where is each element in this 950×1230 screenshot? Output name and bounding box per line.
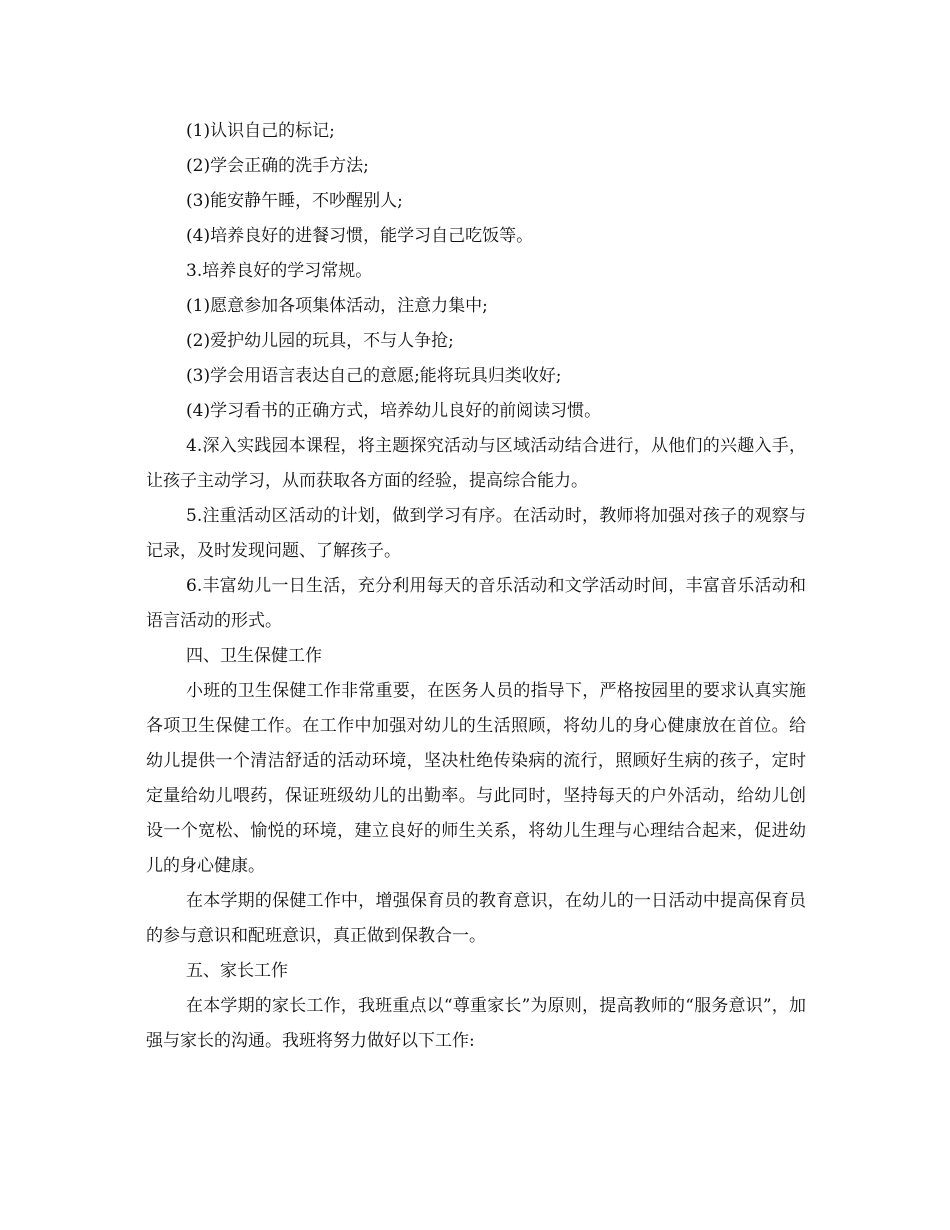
section-heading: 3.培养良好的学习常规。 — [186, 261, 373, 281]
paragraph: 5.注重活动区活动的计划，做到学习有序。在活动时，教师将加强对孩子的观察与记录，及时发现问题、了解孩子。 — [146, 506, 806, 561]
paragraph: 4.深入实践园本课程，将主题探究活动与区域活动结合进行，从他们的兴趣入手，让孩子主动学习，从而获取各方面的经验，提高综合能力。 — [146, 436, 806, 491]
list-item: (2)爱护幼儿园的玩具，不与人争抢; — [186, 331, 454, 351]
list-item: (2)学会正确的洗手方法; — [186, 156, 369, 176]
list-item: (4)培养良好的进餐习惯，能学习自己吃饭等。 — [186, 226, 534, 246]
paragraph: 在本学期的家长工作，我班重点以“尊重家长”为原则，提高教师的“服务意识”，加强与家长的沟通。我班将努力做好以下工作: — [146, 996, 806, 1051]
paragraph: 小班的卫生保健工作非常重要，在医务人员的指导下，严格按园里的要求认真实施各项卫生保健工作。在工作中加强对幼儿的生活照顾，将幼儿的身心健康放在首位。给幼儿提供一个清洁舒适的活动环境，坚决杜绝传染病的流行，照顾好生病的孩子，定时定量给幼儿喂药，保证班级幼儿的出勤率。与此同时，坚持每天的户外活动，给幼儿创设一个宽松、愉悦的环境，建立良好的师生关系，将幼儿生理与心理结合起来，促进幼儿的身心健康。 — [146, 681, 806, 876]
list-item: (1)愿意参加各项集体活动，注意力集中; — [186, 296, 488, 316]
list-item: (4)学习看书的正确方式，培养幼儿良好的前阅读习惯。 — [186, 401, 602, 421]
paragraph: 在本学期的保健工作中，增强保育员的教育意识，在幼儿的一日活动中提高保育员的参与意识和配班意识，真正做到保教合一。 — [146, 891, 806, 946]
section-heading: 五、家长工作 — [186, 961, 288, 981]
section-heading: 四、卫生保健工作 — [186, 646, 322, 666]
list-item: (1)认识自己的标记; — [186, 121, 335, 141]
document-body — [146, 114, 806, 1059]
paragraph: 6.丰富幼儿一日生活，充分利用每天的音乐活动和文学活动时间，丰富音乐活动和语言活动的形式。 — [146, 576, 806, 631]
list-item: (3)学会用语言表达自己的意愿;能将玩具归类收好; — [186, 366, 562, 386]
list-item: (3)能安静午睡，不吵醒别人; — [186, 191, 403, 211]
